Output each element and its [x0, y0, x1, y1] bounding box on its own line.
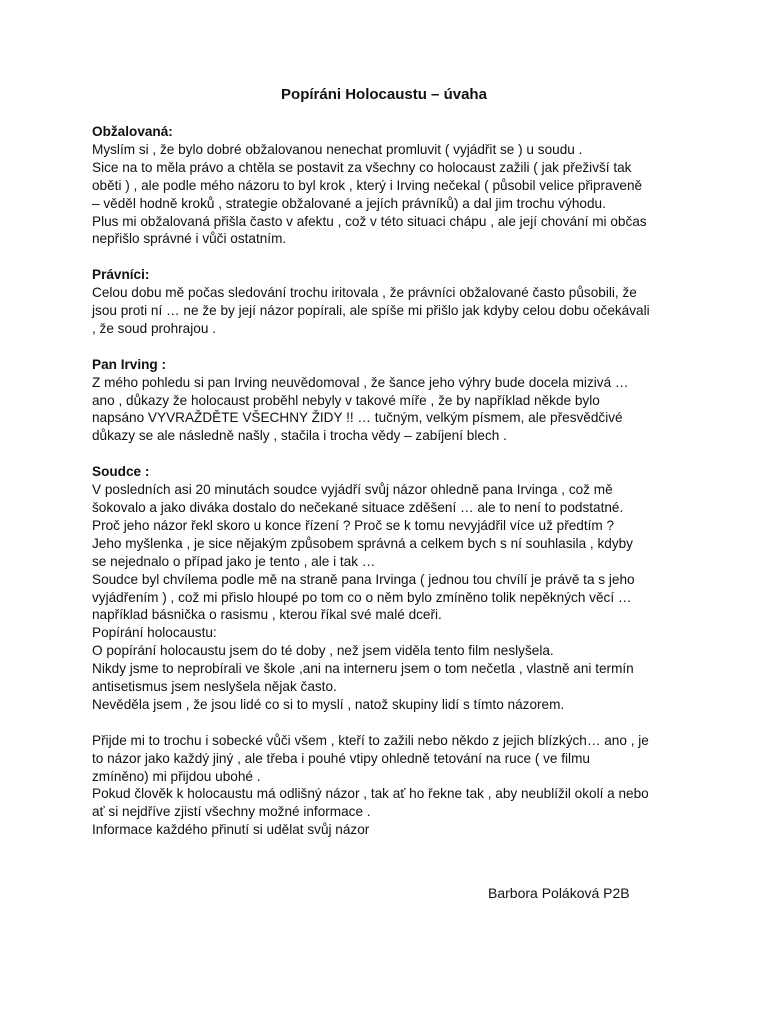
text-line: ano , důkazy že holocaust proběhl nebyly v takové míře , že by například někde bylo [92, 392, 600, 408]
text-line: Nevěděla jsem , že jsou lidé co si to myslí , natož skupiny lidí s tímto názorem. [92, 696, 565, 712]
text-line: Pokud člověk k holocaustu má odlišný názor , tak ať ho řekne tak , aby neublížil okolí a nebo [92, 786, 649, 802]
text-line: Sice na to měla právo a chtěla se postavit za všechny co holocaust zažili ( jak přeživší tak [92, 159, 632, 175]
paragraph-gap [92, 338, 692, 356]
paragraph-gap [92, 248, 692, 266]
text-line: Plus mi obžalovaná přišla často v afektu , což v této situaci chápu , ale její chování mi občas [92, 213, 647, 229]
text-line: Z mého pohledu si pan Irving neuvědomoval , že šance jeho výhry bude docela mizivá … [92, 374, 629, 390]
text-line: zmíněno) mi přijdou ubohé . [92, 768, 261, 784]
text-line: jsou proti ní … ne že by její názor popírali, ale spíše mi přišlo jak kdyby celou dobu očekávali [92, 303, 650, 319]
text-line: – věděl hodně kroků , strategie obžalované a jejích právníků) a dal jim trochu výhodu. [92, 195, 606, 211]
document-body [92, 123, 692, 839]
text-line: Jeho myšlenka , je sice nějakým způsobem správná a celkem bych s ní souhlasila , kdyby [92, 535, 633, 551]
text-line: Popírání holocaustu: [92, 625, 217, 641]
text-line: nepřišlo správné i vůči ostatním. [92, 231, 287, 247]
text-line: Informace každého přinutí si udělat svůj názor [92, 822, 370, 838]
paragraph-gap [92, 714, 692, 732]
text-line: se nejednalo o případ jako je tento , ale i tak … [92, 553, 376, 569]
text-line: ať si nejdříve zjistí všechny možné informace . [92, 804, 371, 820]
text-line: například básnička o rasismu , kterou říkal své malé dceři. [92, 607, 442, 623]
text-line: Nikdy jsme to neprobírali ve škole ,ani na interneru jsem o tom nečetla , vlastně ani termín [92, 661, 634, 677]
text-line: vyjádřením ) , což mi přislo hloupé po tom co o něm bylo zmíněno tolik nepěkných věcí … [92, 589, 632, 605]
document-title: Popíráni Holocaustu – úvaha [281, 86, 487, 103]
signature: Barbora Poláková P2B [488, 885, 630, 901]
paragraph-gap [92, 445, 692, 463]
text-line: O popírání holocaustu jsem do té doby , než jsem viděla tento film neslyšela. [92, 643, 554, 659]
text-line: Celou dobu mě počas sledování trochu iritovala , že právníci obžalované často působili, že [92, 285, 637, 301]
text-line: V posledních asi 20 minutách soudce vyjádří svůj názor ohledně pana Irvinga , což mě [92, 482, 613, 498]
section-heading: Pan Irving : [92, 356, 167, 372]
section-heading: Právníci: [92, 267, 150, 283]
text-line: napsáno VYVRAŽDĚTE VŠECHNY ŽIDY !! … tučným, velkým písmem, ale přesvědčivé [92, 410, 623, 426]
text-line: důkazy se ale následně našly , stačila i trocha vědy – zabíjení blech . [92, 428, 507, 444]
text-line: Myslím si , že bylo dobré obžalovanou nenechat promluvit ( vyjádřit se ) u soudu . [92, 141, 583, 157]
text-line: Soudce byl chvílema podle mě na straně pana Irvinga ( jednou tou chvílí je právě ta s jeho [92, 571, 635, 587]
section-heading: Obžalovaná: [92, 124, 173, 139]
text-line: Přijde mi to trochu i sobecké vůči všem , kteří to zažili nebo někdo z jejich blízkých… ano , je [92, 732, 649, 748]
text-line: antisetismus jsem neslyšela nějak často. [92, 679, 337, 695]
text-line: Proč jeho názor řekl skoro u konce řízení ? Proč se k tomu nevyjádřil více už předtím ? [92, 517, 615, 533]
text-line: šokovalo a jako diváka dostalo do nečekané situace zděšení … ale to není to podstatné. [92, 499, 624, 515]
text-line: oběti ) , ale podle mého názoru to byl krok , který i Irving nečekal ( působil velice připraveně [92, 177, 643, 193]
text-line: to názor jako každý jiný , ale třeba i pouhé vtipy ohledně tetování na ruce ( ve filmu [92, 750, 590, 766]
text-line: , že soud prohrajou . [92, 320, 216, 336]
section-heading: Soudce : [92, 464, 150, 480]
